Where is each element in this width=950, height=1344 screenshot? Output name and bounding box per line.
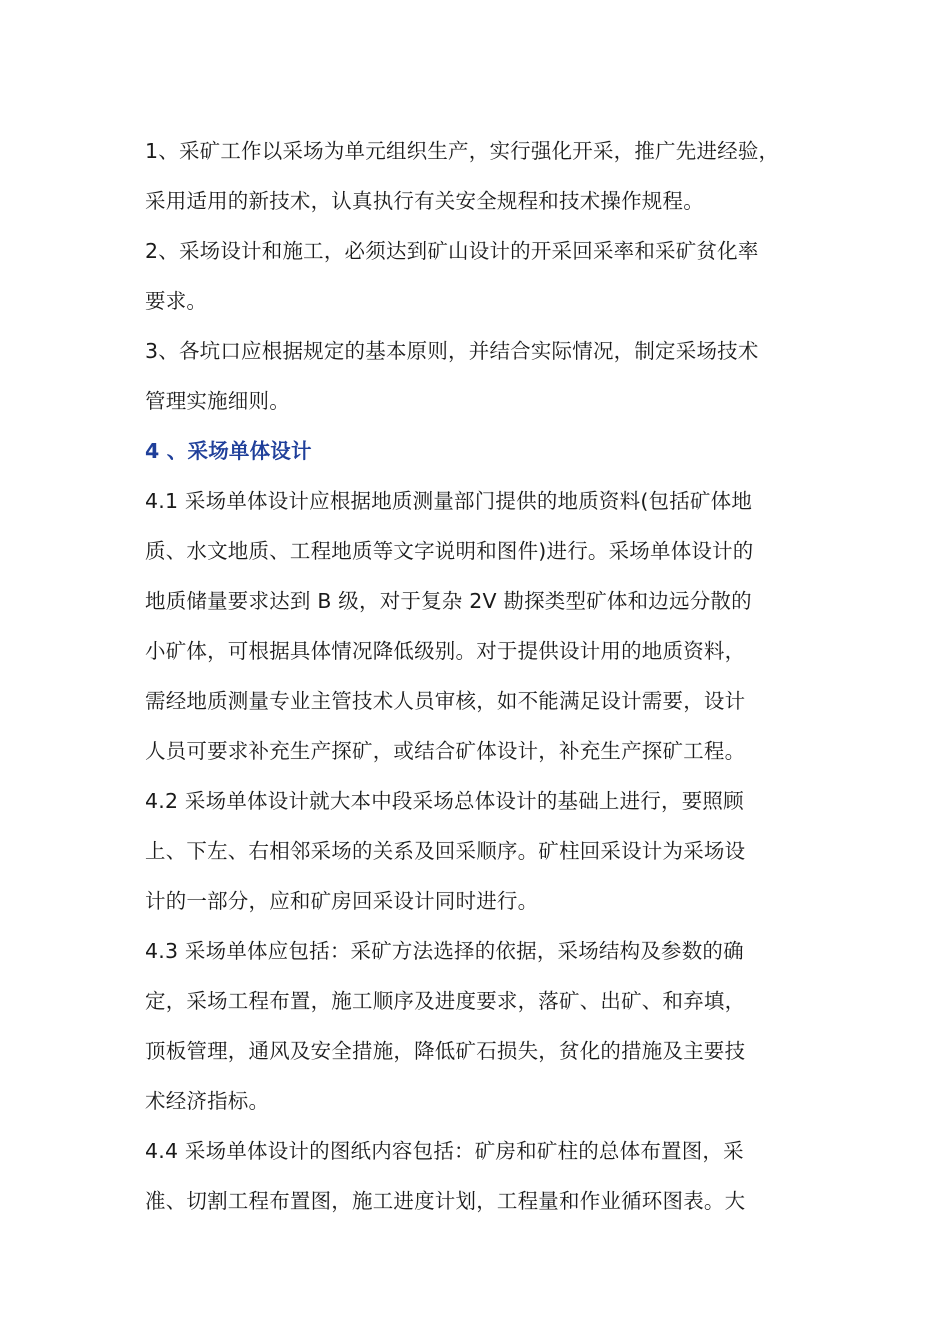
paragraph-item-3: [145, 326, 817, 426]
text-line: 采用适用的新技术，认真执行有关安全规程和技术操作规程。: [145, 189, 704, 213]
text-line: 顶板管理，通风及安全措施，降低矿石损失，贫化的措施及主要技: [145, 1039, 746, 1063]
paragraph-item-2: [145, 226, 817, 326]
text-line: 4.1 采场单体设计应根据地质测量部门提供的地质资料(包括矿体地: [145, 489, 753, 513]
text-line: 小矿体，可根据具体情况降低级别。对于提供设计用的地质资料，: [145, 639, 746, 663]
text-line: 准、切割工程布置图，施工进度计划，工程量和作业循环图表。大: [145, 1189, 746, 1213]
text-line: 4.3 采场单体应包括：采矿方法选择的依据，采场结构及参数的确: [145, 939, 744, 963]
text-line: 4.2 采场单体设计就大本中段采场总体设计的基础上进行，要照顾: [145, 789, 744, 813]
text-line: 1、采矿工作以采场为单元组织生产，实行强化开采，推广先进经验，: [145, 139, 780, 163]
text-line: 管理实施细则。: [145, 389, 290, 413]
text-line: 术经济指标。: [145, 1089, 270, 1113]
paragraph-item-4-2: [145, 776, 817, 926]
text-line: 人员可要求补充生产探矿，或结合矿体设计，补充生产探矿工程。: [145, 739, 746, 763]
section-heading: [145, 426, 817, 476]
paragraph-item-1: [145, 126, 817, 226]
text-line: 2、采场设计和施工，必须达到矿山设计的开采回采率和采矿贫化率: [145, 239, 759, 263]
section-4-heading: 4 、采场单体设计: [145, 439, 312, 463]
text-line: 要求。: [145, 289, 208, 313]
text-line: 需经地质测量专业主管技术人员审核，如不能满足设计需要，设计: [145, 689, 746, 713]
paragraph-item-4-3: [145, 926, 817, 1126]
text-line: 质、水文地质、工程地质等文字说明和图件)进行。采场单体设计的: [145, 539, 754, 563]
paragraph-item-4-1: [145, 476, 817, 776]
text-line: 定，采场工程布置，施工顺序及进度要求，落矿、出矿、和弃填，: [145, 989, 746, 1013]
text-line: 3、各坑口应根据规定的基本原则，并结合实际情况，制定采场技术: [145, 339, 759, 363]
paragraph-item-4-4: [145, 1126, 817, 1226]
text-line: 4.4 采场单体设计的图纸内容包括：矿房和矿柱的总体布置图，采: [145, 1139, 744, 1163]
text-line: 地质储量要求达到 B 级，对于复杂 2V 勘探类型矿体和边远分散的: [145, 589, 752, 613]
text-line: 计的一部分，应和矿房回采设计同时进行。: [145, 889, 539, 913]
text-line: 上、下左、右相邻采场的关系及回采顺序。矿柱回采设计为采场设: [145, 839, 746, 863]
document-body: [145, 126, 817, 1226]
